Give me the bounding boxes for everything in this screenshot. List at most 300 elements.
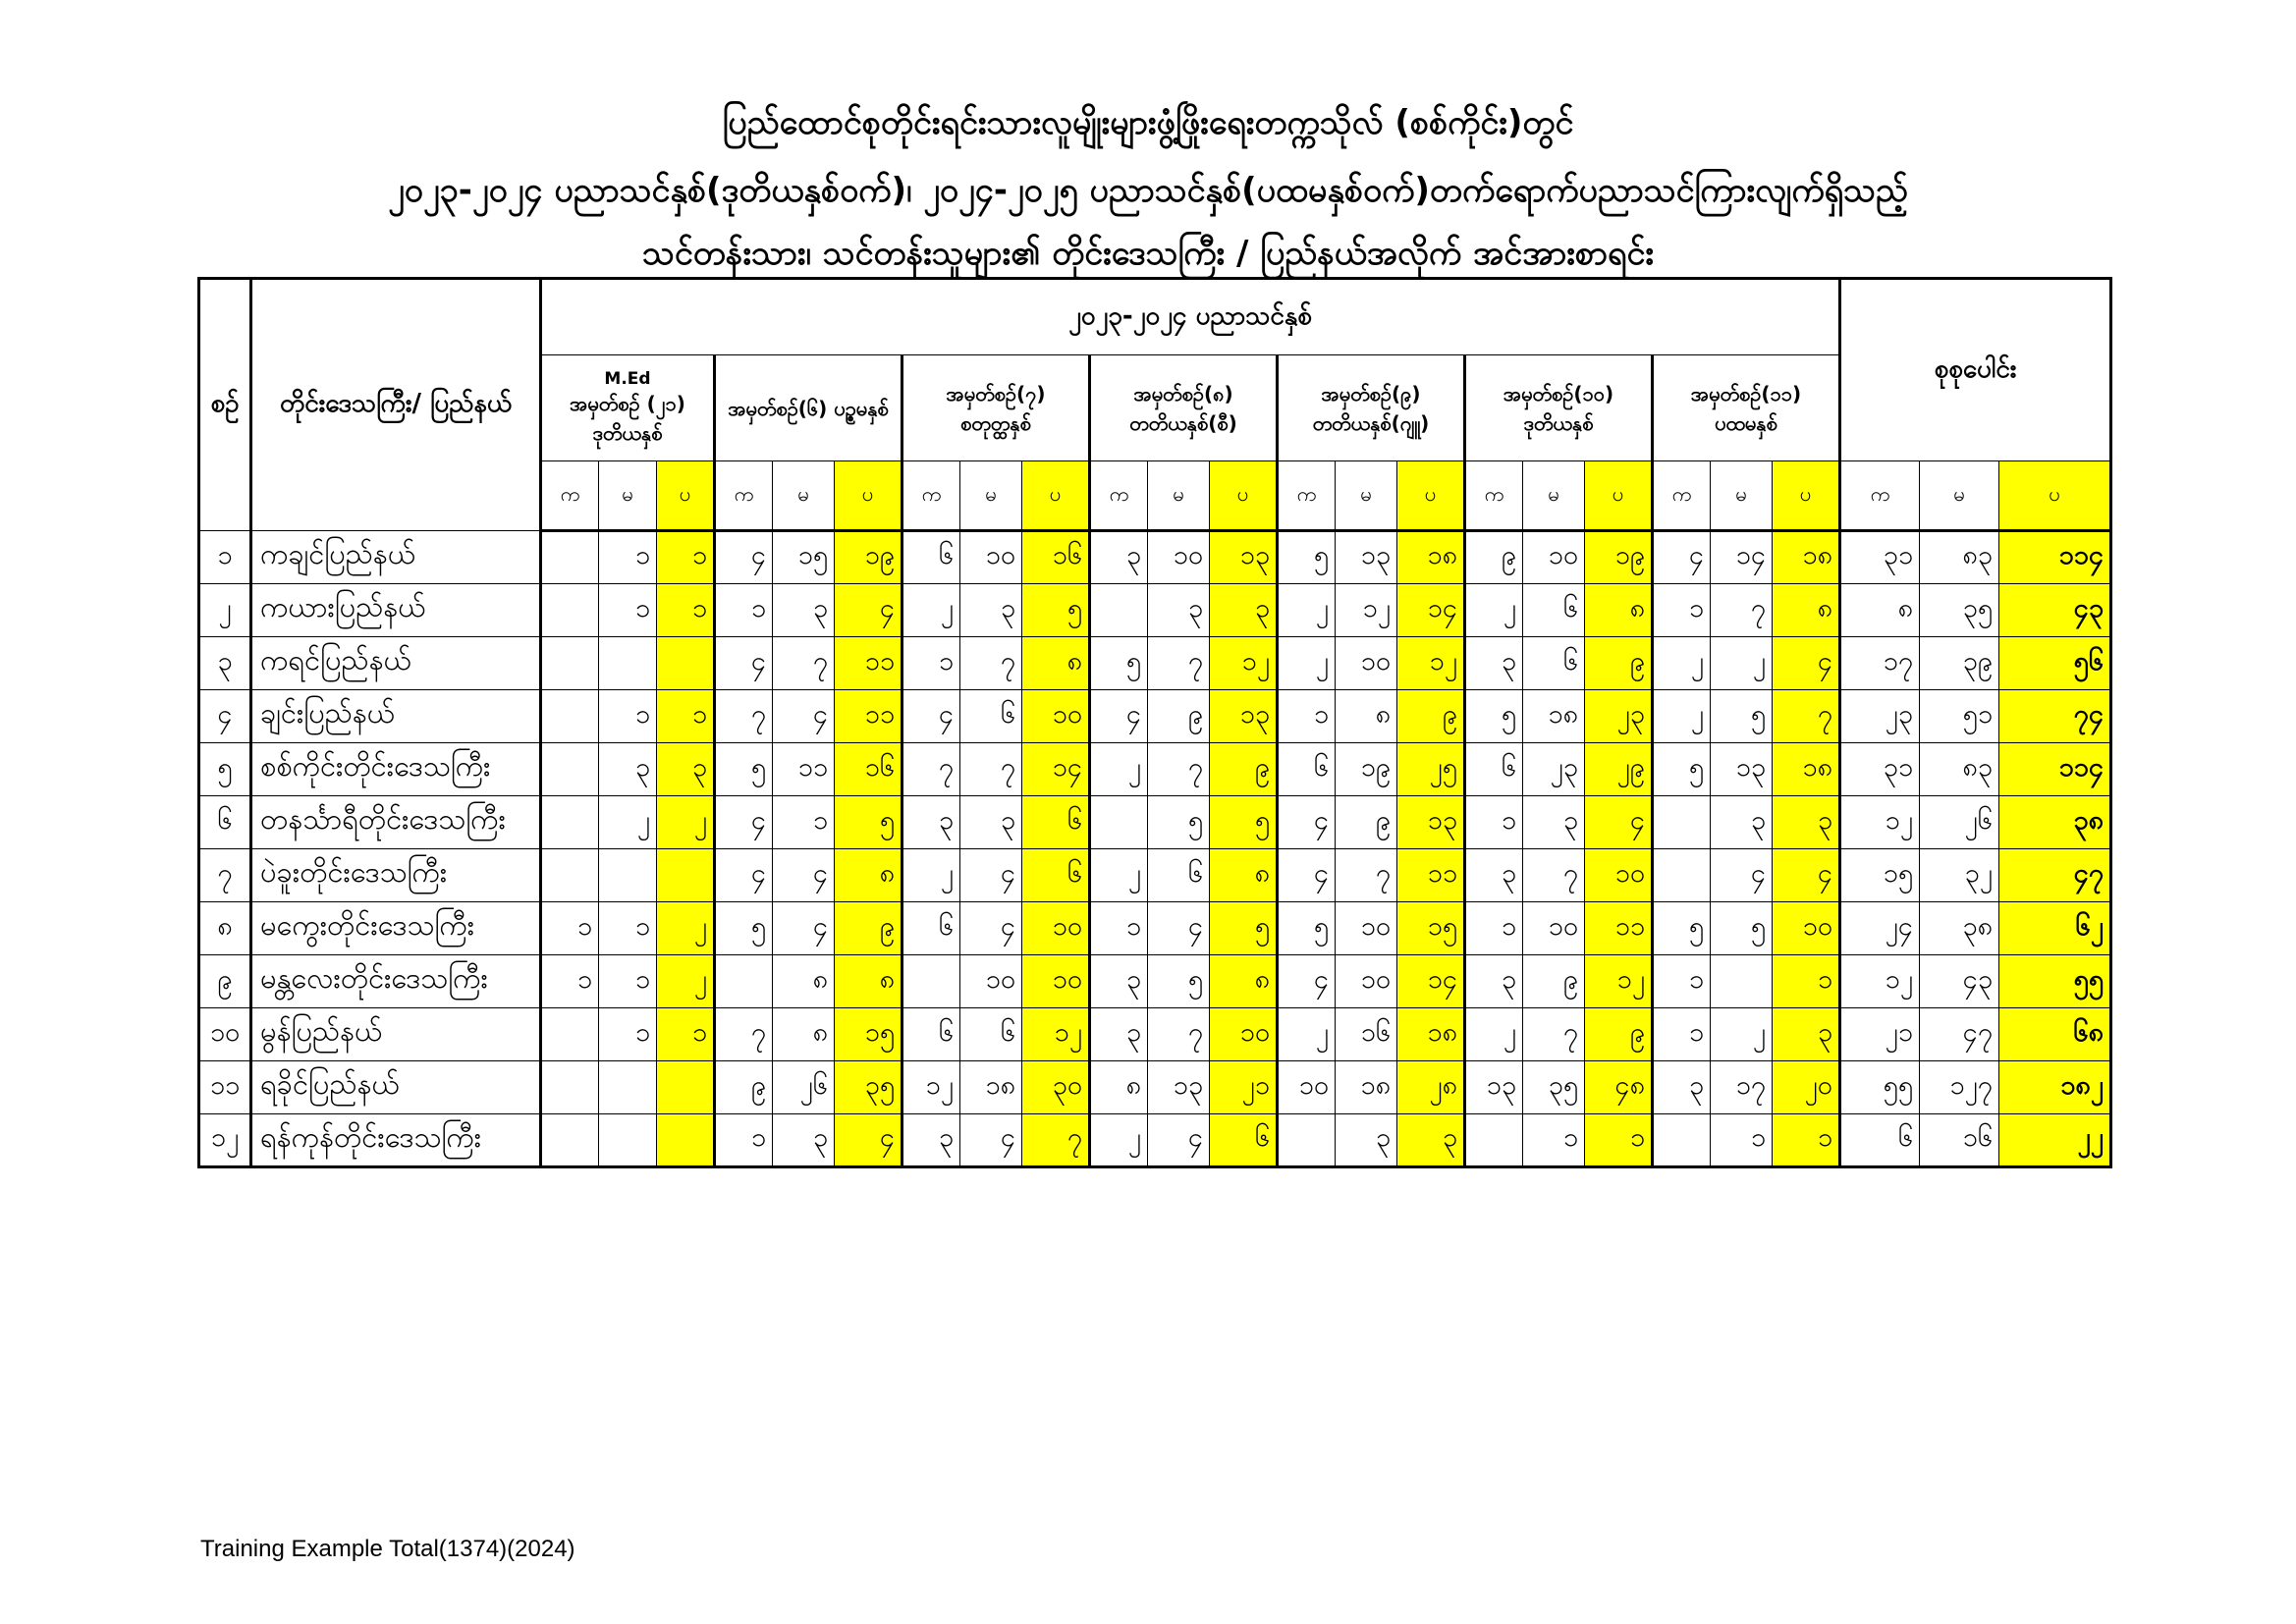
count-cell: ၄ xyxy=(960,1114,1022,1167)
count-cell: ၉ xyxy=(1523,955,1585,1008)
count-cell: ၁၀ xyxy=(1773,902,1840,955)
subheader-m: မ xyxy=(1523,461,1585,531)
count-cell: ၅ xyxy=(835,796,902,849)
count-cell: ၂ xyxy=(1653,637,1711,690)
count-cell: ၂ xyxy=(902,849,960,902)
count-cell: ၁၂ xyxy=(1397,637,1465,690)
count-cell: ၁ xyxy=(902,637,960,690)
count-cell: ၈ xyxy=(1773,584,1840,637)
count-cell: ၆ xyxy=(1465,743,1523,796)
count-cell: ၇ xyxy=(1711,584,1773,637)
count-cell: ၁ xyxy=(657,531,715,584)
count-cell: ၈ xyxy=(773,1008,835,1061)
count-cell: ၁၂ xyxy=(1336,584,1397,637)
count-cell: ၄ xyxy=(1585,796,1653,849)
count-cell: ၁၉ xyxy=(1585,531,1653,584)
count-cell: ၂၆ xyxy=(773,1061,835,1114)
count-cell: ၁ xyxy=(599,902,657,955)
count-cell: ၂ xyxy=(657,902,715,955)
count-cell: ၃၈ xyxy=(1999,796,2111,849)
subheader-p: ပ xyxy=(1210,461,1278,531)
count-cell: ၉ xyxy=(1465,531,1523,584)
count-cell: ၉ xyxy=(835,902,902,955)
count-cell: ၄ xyxy=(1773,637,1840,690)
count-cell: ၃ xyxy=(1773,1008,1840,1061)
count-cell xyxy=(1278,1114,1336,1167)
count-cell xyxy=(657,637,715,690)
count-cell: ၅၅ xyxy=(1999,955,2111,1008)
count-cell: ၁၁ xyxy=(835,690,902,743)
count-cell: ၇ xyxy=(1523,1008,1585,1061)
count-cell xyxy=(541,1008,599,1061)
count-cell: ၅ xyxy=(715,902,773,955)
count-cell: ၈ xyxy=(1336,690,1397,743)
count-cell: ၃ xyxy=(599,743,657,796)
subheader-p: ပ xyxy=(1999,461,2111,531)
count-cell: ၁၈၂ xyxy=(1999,1061,2111,1114)
row-serial: ၇ xyxy=(199,849,251,902)
count-cell: ၄၇ xyxy=(1920,1008,1999,1061)
table-row xyxy=(199,902,2111,955)
count-cell: ၃၈ xyxy=(1920,902,1999,955)
group-header-line: စတုတ္ထနှစ် xyxy=(960,410,1031,435)
row-region-name: တနင်္သာရီတိုင်းဒေသကြီး xyxy=(251,796,541,849)
count-cell: ၁၂၇ xyxy=(1920,1061,1999,1114)
count-cell: ၁ xyxy=(657,584,715,637)
count-cell: ၂ xyxy=(657,796,715,849)
count-cell: ၁၀ xyxy=(1523,902,1585,955)
count-cell: ၁၈ xyxy=(1523,690,1585,743)
count-cell: ၃၅ xyxy=(835,1061,902,1114)
count-cell: ၁ xyxy=(541,955,599,1008)
group-header-line: အမှတ်စဉ်(၁၁) xyxy=(1690,381,1802,406)
count-cell: ၁ xyxy=(599,955,657,1008)
count-cell: ၄၃ xyxy=(1999,584,2111,637)
count-cell xyxy=(599,1061,657,1114)
count-cell: ၄ xyxy=(960,902,1022,955)
row-region-name: ကရင်ပြည်နယ် xyxy=(251,637,541,690)
count-cell: ၂ xyxy=(1278,584,1336,637)
count-cell: ၅ xyxy=(1278,902,1336,955)
count-cell: ၄ xyxy=(1653,531,1711,584)
footer-note: Training Example Total(1374)(2024) xyxy=(200,1536,575,1562)
subheader-k: က xyxy=(1090,461,1148,531)
count-cell: ၆ xyxy=(1022,796,1090,849)
table-row xyxy=(199,1061,2111,1114)
count-cell xyxy=(902,955,960,1008)
count-cell: ၁ xyxy=(1653,955,1711,1008)
row-region-name: စစ်ကိုင်းတိုင်းဒေသကြီး xyxy=(251,743,541,796)
table-row xyxy=(199,955,2111,1008)
count-cell: ၁ xyxy=(1585,1114,1653,1167)
count-cell: ၆ xyxy=(1523,637,1585,690)
count-cell: ၁ xyxy=(715,1114,773,1167)
count-cell: ၈ xyxy=(1090,1061,1148,1114)
table-row xyxy=(199,743,2111,796)
academic-year-header: ၂၀၂၃-၂၀၂၄ ပညာသင်နှစ် xyxy=(541,279,1840,355)
count-cell: ၄ xyxy=(773,902,835,955)
row-region-name: ချင်းပြည်နယ် xyxy=(251,690,541,743)
count-cell: ၉ xyxy=(1210,743,1278,796)
count-cell xyxy=(1653,796,1711,849)
count-cell xyxy=(541,584,599,637)
count-cell: ၃ xyxy=(1090,1008,1148,1061)
count-cell xyxy=(1653,849,1711,902)
count-cell: ၆ xyxy=(1022,849,1090,902)
count-cell: ၄ xyxy=(715,531,773,584)
count-cell: ၁၇ xyxy=(1711,1061,1773,1114)
count-cell: ၄၇ xyxy=(1999,849,2111,902)
count-cell: ၂ xyxy=(1278,1008,1336,1061)
count-cell: ၅ xyxy=(1210,902,1278,955)
count-cell: ၄ xyxy=(1278,955,1336,1008)
count-cell: ၂ xyxy=(657,955,715,1008)
subheader-m: မ xyxy=(1336,461,1397,531)
subheader-k: က xyxy=(715,461,773,531)
count-cell: ၄ xyxy=(715,849,773,902)
count-cell: ၂၃ xyxy=(1585,690,1653,743)
count-cell: ၆ xyxy=(1278,743,1336,796)
region-header: တိုင်းဒေသကြီး/ ပြည်နယ် xyxy=(251,279,541,531)
group-header-line: တတိယနှစ်(စီ) xyxy=(1129,410,1237,435)
count-cell: ၁၃ xyxy=(1711,743,1773,796)
count-cell: ၁၉ xyxy=(1336,743,1397,796)
count-cell: ၁ xyxy=(657,690,715,743)
count-cell: ၁ xyxy=(1465,902,1523,955)
count-cell: ၅၁ xyxy=(1920,690,1999,743)
count-cell: ၃၉ xyxy=(1920,637,1999,690)
count-cell: ၃ xyxy=(1773,796,1840,849)
count-cell: ၁၄ xyxy=(1022,743,1090,796)
count-cell: ၁၀ xyxy=(960,955,1022,1008)
count-cell xyxy=(599,1114,657,1167)
group-header-line: M.Ed xyxy=(604,368,651,389)
count-cell: ၇ xyxy=(715,690,773,743)
count-cell xyxy=(715,955,773,1008)
count-cell: ၄ xyxy=(1278,849,1336,902)
count-cell: ၁၅ xyxy=(1397,902,1465,955)
count-cell: ၈၃ xyxy=(1920,743,1999,796)
count-cell: ၁၀ xyxy=(1148,531,1210,584)
count-cell: ၁၁ xyxy=(773,743,835,796)
count-cell: ၁၆ xyxy=(835,743,902,796)
count-cell: ၁၃ xyxy=(1397,796,1465,849)
table-row xyxy=(199,531,2111,584)
count-cell: ၃ xyxy=(960,796,1022,849)
count-cell: ၃ xyxy=(902,1114,960,1167)
count-cell: ၁၅ xyxy=(773,531,835,584)
subheader-p: ပ xyxy=(1397,461,1465,531)
count-cell: ၄ xyxy=(835,584,902,637)
subheader-p: ပ xyxy=(835,461,902,531)
count-cell: ၁ xyxy=(599,690,657,743)
count-cell: ၁၄ xyxy=(1397,584,1465,637)
count-cell: ၁၀ xyxy=(1523,531,1585,584)
count-cell: ၇ xyxy=(1148,637,1210,690)
count-cell: ၇ xyxy=(1022,1114,1090,1167)
count-cell: ၁၉ xyxy=(835,531,902,584)
count-cell: ၆ xyxy=(1148,849,1210,902)
count-cell: ၁၃ xyxy=(1210,690,1278,743)
count-cell: ၅ xyxy=(1711,690,1773,743)
count-cell: ၁၆ xyxy=(1022,531,1090,584)
count-cell: ၅ xyxy=(1653,743,1711,796)
subheader-p: ပ xyxy=(657,461,715,531)
group-header-line: ဒုတိယနှစ် xyxy=(1523,410,1594,435)
count-cell: ၁၈ xyxy=(1397,1008,1465,1061)
table-row xyxy=(199,1008,2111,1061)
count-cell: ၄ xyxy=(715,796,773,849)
count-cell: ၄ xyxy=(1773,849,1840,902)
count-cell: ၁၂ xyxy=(1840,796,1920,849)
group-header-6 xyxy=(1465,355,1653,461)
count-cell: ၄ xyxy=(715,637,773,690)
count-cell: ၁၄ xyxy=(1711,531,1773,584)
row-serial: ၁၀ xyxy=(199,1008,251,1061)
subheader-p: ပ xyxy=(1773,461,1840,531)
count-cell: ၆ xyxy=(902,902,960,955)
count-cell: ၁ xyxy=(1773,955,1840,1008)
count-cell: ၉ xyxy=(1585,637,1653,690)
count-cell: ၄ xyxy=(1148,902,1210,955)
count-cell: ၃ xyxy=(1336,1114,1397,1167)
count-cell: ၆ xyxy=(960,1008,1022,1061)
count-cell: ၂၃ xyxy=(1840,690,1920,743)
count-cell: ၄ xyxy=(773,849,835,902)
count-cell: ၂၀ xyxy=(1773,1061,1840,1114)
count-cell: ၃ xyxy=(1653,1061,1711,1114)
count-cell: ၁၂ xyxy=(1210,637,1278,690)
group-header-3 xyxy=(902,355,1090,461)
count-cell: ၇ xyxy=(1773,690,1840,743)
count-cell: ၁၆ xyxy=(1920,1114,1999,1167)
count-cell: ၉ xyxy=(1336,796,1397,849)
group-header-line: ပထမနှစ် xyxy=(1715,410,1777,435)
count-cell: ၆၂ xyxy=(1999,902,2111,955)
count-cell: ၁၁၄ xyxy=(1999,531,2111,584)
row-region-name: ကယားပြည်နယ် xyxy=(251,584,541,637)
count-cell: ၇၄ xyxy=(1999,690,2111,743)
count-cell: ၈ xyxy=(835,955,902,1008)
group-header-line: အမှတ်စဉ်(၉) xyxy=(1321,381,1421,406)
subheader-k: က xyxy=(902,461,960,531)
count-cell: ၂ xyxy=(1278,637,1336,690)
count-cell: ၁၈ xyxy=(1773,743,1840,796)
count-cell: ၉ xyxy=(715,1061,773,1114)
group-header-5 xyxy=(1278,355,1465,461)
count-cell: ၈ xyxy=(1022,637,1090,690)
row-serial: ၃ xyxy=(199,637,251,690)
count-cell xyxy=(541,690,599,743)
count-cell xyxy=(599,849,657,902)
count-cell: ၅ xyxy=(1711,902,1773,955)
row-serial: ၁ xyxy=(199,531,251,584)
enrollment-table xyxy=(197,277,2112,1168)
subheader-m: မ xyxy=(773,461,835,531)
count-cell: ၂ xyxy=(1090,849,1148,902)
count-cell xyxy=(1653,1114,1711,1167)
count-cell: ၁ xyxy=(599,1008,657,1061)
count-cell xyxy=(541,1114,599,1167)
count-cell: ၈ xyxy=(773,955,835,1008)
page-title-line-1: ပြည်ထောင်စုတိုင်းရင်းသားလူမျိုးများဖွံ့ဖြိုးရေးတက္ကသိုလ် (စစ်ကိုင်း)တွင် xyxy=(722,103,1574,142)
count-cell: ၂ xyxy=(1711,637,1773,690)
count-cell xyxy=(541,531,599,584)
subheader-m: မ xyxy=(1148,461,1210,531)
count-cell: ၁ xyxy=(657,1008,715,1061)
count-cell: ၇ xyxy=(715,1008,773,1061)
table-row xyxy=(199,690,2111,743)
table-row xyxy=(199,849,2111,902)
count-cell: ၄၈ xyxy=(1585,1061,1653,1114)
subheader-k: က xyxy=(1840,461,1920,531)
count-cell: ၁၀ xyxy=(1336,955,1397,1008)
count-cell: ၅၆ xyxy=(1999,637,2111,690)
group-header-line: အမှတ်စဉ် (၂၁) xyxy=(570,391,685,415)
count-cell: ၃ xyxy=(1465,955,1523,1008)
count-cell: ၅ xyxy=(1090,637,1148,690)
group-header-line: အမှတ်စဉ်(၈) xyxy=(1133,381,1233,406)
count-cell: ၃၂ xyxy=(1920,849,1999,902)
count-cell: ၂၈ xyxy=(1397,1061,1465,1114)
count-cell xyxy=(657,1061,715,1114)
count-cell: ၈၃ xyxy=(1920,531,1999,584)
row-region-name: မန္တလေးတိုင်းဒေသကြီး xyxy=(251,955,541,1008)
page-title-line-2: ၂၀၂၃-၂၀၂၄ ပညာသင်နှစ်(ဒုတိယနှစ်ဝက်)၊ ၂၀၂၄-၂၀၂၅ ပညာသင်နှစ်(ပထမနှစ်ဝက်)တက်ရောက်ပညာသင်ကြားလျက်ရှိသည့် xyxy=(388,171,1908,210)
row-region-name: မွန်ပြည်နယ် xyxy=(251,1008,541,1061)
count-cell: ၃၀ xyxy=(1022,1061,1090,1114)
row-region-name: ရန်ကုန်တိုင်းဒေသကြီး xyxy=(251,1114,541,1167)
count-cell: ၉ xyxy=(1585,1008,1653,1061)
count-cell: ၁၀ xyxy=(1022,955,1090,1008)
count-cell: ၁၆ xyxy=(1336,1008,1397,1061)
count-cell xyxy=(657,849,715,902)
table-row xyxy=(199,584,2111,637)
count-cell: ၁၀ xyxy=(1210,1008,1278,1061)
count-cell: ၁၅ xyxy=(835,1008,902,1061)
count-cell: ၂၂ xyxy=(1999,1114,2111,1167)
count-cell: ၁ xyxy=(1653,1008,1711,1061)
page-title-line-3: သင်တန်းသား၊ သင်တန်းသူများ၏ တိုင်းဒေသကြီး / ပြည်နယ်အလိုက် အင်အားစာရင်း xyxy=(641,234,1655,273)
count-cell: ၁ xyxy=(1090,902,1148,955)
count-cell: ၃ xyxy=(1090,531,1148,584)
count-cell: ၃ xyxy=(1465,849,1523,902)
count-cell xyxy=(1465,1114,1523,1167)
count-cell: ၁၃ xyxy=(1210,531,1278,584)
count-cell: ၉ xyxy=(1397,690,1465,743)
count-cell: ၄ xyxy=(902,690,960,743)
count-cell: ၁၀ xyxy=(1022,690,1090,743)
count-cell: ၃ xyxy=(1090,955,1148,1008)
group-header-line: အမှတ်စဉ်(၇) xyxy=(946,381,1046,406)
count-cell: ၄ xyxy=(1711,849,1773,902)
count-cell: ၁ xyxy=(1653,584,1711,637)
count-cell: ၆ xyxy=(1210,1114,1278,1167)
count-cell: ၁၈ xyxy=(1336,1061,1397,1114)
count-cell: ၃ xyxy=(1397,1114,1465,1167)
count-cell: ၂ xyxy=(1090,1114,1148,1167)
count-cell: ၈ xyxy=(1585,584,1653,637)
count-cell: ၄ xyxy=(773,690,835,743)
count-cell: ၁၁၄ xyxy=(1999,743,2111,796)
count-cell: ၂ xyxy=(1465,1008,1523,1061)
count-cell xyxy=(657,1114,715,1167)
count-cell: ၆၈ xyxy=(1999,1008,2111,1061)
group-header-line: ဒုတိယနှစ် xyxy=(592,420,663,445)
count-cell: ၆ xyxy=(1523,584,1585,637)
count-cell: ၄ xyxy=(1278,796,1336,849)
row-serial: ၄ xyxy=(199,690,251,743)
count-cell: ၁၀ xyxy=(1278,1061,1336,1114)
count-cell: ၁၈ xyxy=(1397,531,1465,584)
group-header-1 xyxy=(541,355,715,461)
count-cell: ၁၇ xyxy=(1840,637,1920,690)
count-cell: ၃၁ xyxy=(1840,531,1920,584)
count-cell: ၁ xyxy=(1711,1114,1773,1167)
count-cell: ၁၁ xyxy=(835,637,902,690)
group-header-4 xyxy=(1090,355,1278,461)
count-cell xyxy=(541,743,599,796)
count-cell: ၁၀ xyxy=(960,531,1022,584)
count-cell: ၂၁ xyxy=(1840,1008,1920,1061)
subheader-k: က xyxy=(541,461,599,531)
group-header-2 xyxy=(715,355,902,461)
count-cell: ၁၀ xyxy=(1022,902,1090,955)
count-cell: ၃ xyxy=(960,584,1022,637)
count-cell: ၃ xyxy=(1523,796,1585,849)
count-cell: ၇ xyxy=(960,743,1022,796)
count-cell: ၇ xyxy=(773,637,835,690)
count-cell: ၂၅ xyxy=(1397,743,1465,796)
count-cell: ၁ xyxy=(599,584,657,637)
count-cell: ၃ xyxy=(1210,584,1278,637)
count-cell: ၁၀ xyxy=(1336,637,1397,690)
count-cell: ၁ xyxy=(1278,690,1336,743)
count-cell: ၃၅ xyxy=(1920,584,1999,637)
count-cell: ၁၃ xyxy=(1336,531,1397,584)
subheader-m: မ xyxy=(599,461,657,531)
row-serial: ၂ xyxy=(199,584,251,637)
row-serial: ၁၂ xyxy=(199,1114,251,1167)
count-cell: ၁၅ xyxy=(1840,849,1920,902)
count-cell: ၁၂ xyxy=(1585,955,1653,1008)
count-cell: ၃ xyxy=(657,743,715,796)
count-cell: ၃ xyxy=(773,584,835,637)
count-cell: ၁၁ xyxy=(1397,849,1465,902)
group-header-line: တတိယနှစ်(ဂျူ) xyxy=(1312,410,1430,435)
count-cell: ၁၀ xyxy=(1336,902,1397,955)
row-region-name: ကချင်ပြည်နယ် xyxy=(251,531,541,584)
count-cell: ၆ xyxy=(902,1008,960,1061)
count-cell: ၃၁ xyxy=(1840,743,1920,796)
count-cell: ၄ xyxy=(1148,1114,1210,1167)
count-cell: ၃ xyxy=(1465,637,1523,690)
count-cell: ၇ xyxy=(902,743,960,796)
count-cell: ၂ xyxy=(1090,743,1148,796)
row-region-name: ရခိုင်ပြည်နယ် xyxy=(251,1061,541,1114)
subheader-k: က xyxy=(1278,461,1336,531)
count-cell: ၃ xyxy=(1148,584,1210,637)
count-cell xyxy=(541,796,599,849)
count-cell: ၈ xyxy=(1210,849,1278,902)
count-cell: ၂ xyxy=(1465,584,1523,637)
count-cell: ၅ xyxy=(1653,902,1711,955)
count-cell: ၁၈ xyxy=(1773,531,1840,584)
count-cell: ၈ xyxy=(1840,584,1920,637)
count-cell: ၈ xyxy=(1210,955,1278,1008)
count-cell: ၄ xyxy=(960,849,1022,902)
count-cell: ၁ xyxy=(599,531,657,584)
